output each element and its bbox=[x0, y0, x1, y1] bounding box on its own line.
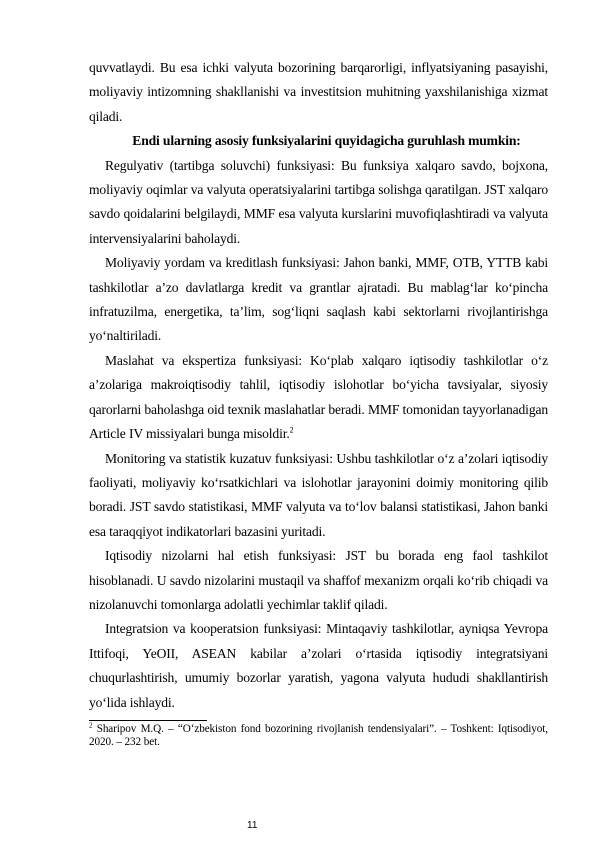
footnote-text: Sharipov M.Q. – “O‘zbekiston fond bozorining rivojlanish tendensiyalari”. – Toshkent: Iqtisodiyot, 2020. – 232 bet. bbox=[89, 722, 548, 749]
paragraph-text: Integratsion va kooperatsion funksiyasi: Mintaqaviy tashkilotlar, ayniqsa Yevropa Ittifoqi, YeOII, ASEAN kabilar a’zolari o‘rtasida iqtisodiy integratsiyani chuqurlashtirish, umumiy bozorlar yaratish, yagona valyuta hududi shakllantirish yo‘lida ishlaydi. bbox=[89, 621, 548, 710]
section-heading: Endi ularning asosiy funksiyalarini quyidagicha guruhlash mumkin: bbox=[132, 133, 521, 149]
paragraph-text: Maslahat va ekspertiza funksiyasi: Ko‘plab xalqaro iqtisodiy tashkilotlar o‘z a’zolariga makroiqtisodiy tahlil, iqtisodiy islohotlar bo‘yicha tavsiyalar, siyosiy qarorlarni baholashga oid texnik maslahatlar beradi. MMF tomonidan tayyorlanadigan Article IV missiyalari bunga misoldir. bbox=[89, 352, 548, 442]
paragraph-text: Regulyativ (tartibga soluvchi) funksiyasi: Bu funksiya xalqaro savdo, bojxona, moliyaviy oqimlar va valyuta operatsiyalarini tartibga solishga qaratilgan. JST xalqaro savdo qoidalarini belgilaydi, MMF esa valyuta kurslarini muvofiqlashtiradi va valyuta intervensiyalarini baholaydi. bbox=[89, 157, 548, 246]
paragraph-regulatory-function bbox=[89, 154, 548, 252]
paragraph-text: Moliyaviy yordam va kreditlash funksiyasi: Jahon banki, MMF, OTB, YTTB kabi tashkilotlar a’zo davlatlarga kredit va grantlar ajratadi. Bu mablag‘lar ko‘pincha infratuzilma, energetika, ta’lim, sog‘liqni saqlash kabi sektorlarni rivojlantirishga yo‘naltiriladi. bbox=[89, 255, 548, 344]
footnote-divider bbox=[89, 720, 207, 721]
paragraph-text: Monitoring va statistik kuzatuv funksiyasi: Ushbu tashkilotlar o‘z a’zolari iqtisodiy faoliyati, moliyaviy ko‘rsatkichlari va islohotlar jarayonini doimiy monitoring qilib boradi. JST savdo statistikasi, MMF valyuta va to‘lov balansi statistikasi, Jahon banki esa taraqqiyot indikatorlari bazasini yuritadi. bbox=[89, 450, 548, 539]
footnote-reference[interactable]: 2 bbox=[289, 425, 294, 435]
document-page bbox=[89, 56, 548, 750]
paragraph-financial-aid-function bbox=[89, 251, 548, 349]
paragraph-dispute-function bbox=[89, 544, 548, 617]
paragraph-text: Iqtisodiy nizolarni hal etish funksiyasi: JST bu borada eng faol tashkilot hisoblanadi. U savdo nizolarini mustaqil va shaffof mexanizm orqali ko‘rib chiqadi va nizolanuvchi tomonlarga adolatli yechimlar taklif qiladi. bbox=[89, 548, 548, 612]
footnote-mark: 2 bbox=[89, 721, 93, 730]
paragraph-integration-function bbox=[89, 617, 548, 715]
page-number: 11 bbox=[247, 820, 258, 831]
paragraph-advisory-function bbox=[89, 349, 548, 447]
footnote bbox=[89, 723, 548, 750]
paragraph-monitoring-function bbox=[89, 447, 548, 545]
paragraph-intro-continuation: quvvatlaydi. Bu esa ichki valyuta bozorining barqarorligi, inflyatsiyaning pasayishi, moliyaviy intizomning shakllanishi va investitsion muhitning yaxshilanishiga xizmat qiladi. bbox=[89, 60, 548, 124]
